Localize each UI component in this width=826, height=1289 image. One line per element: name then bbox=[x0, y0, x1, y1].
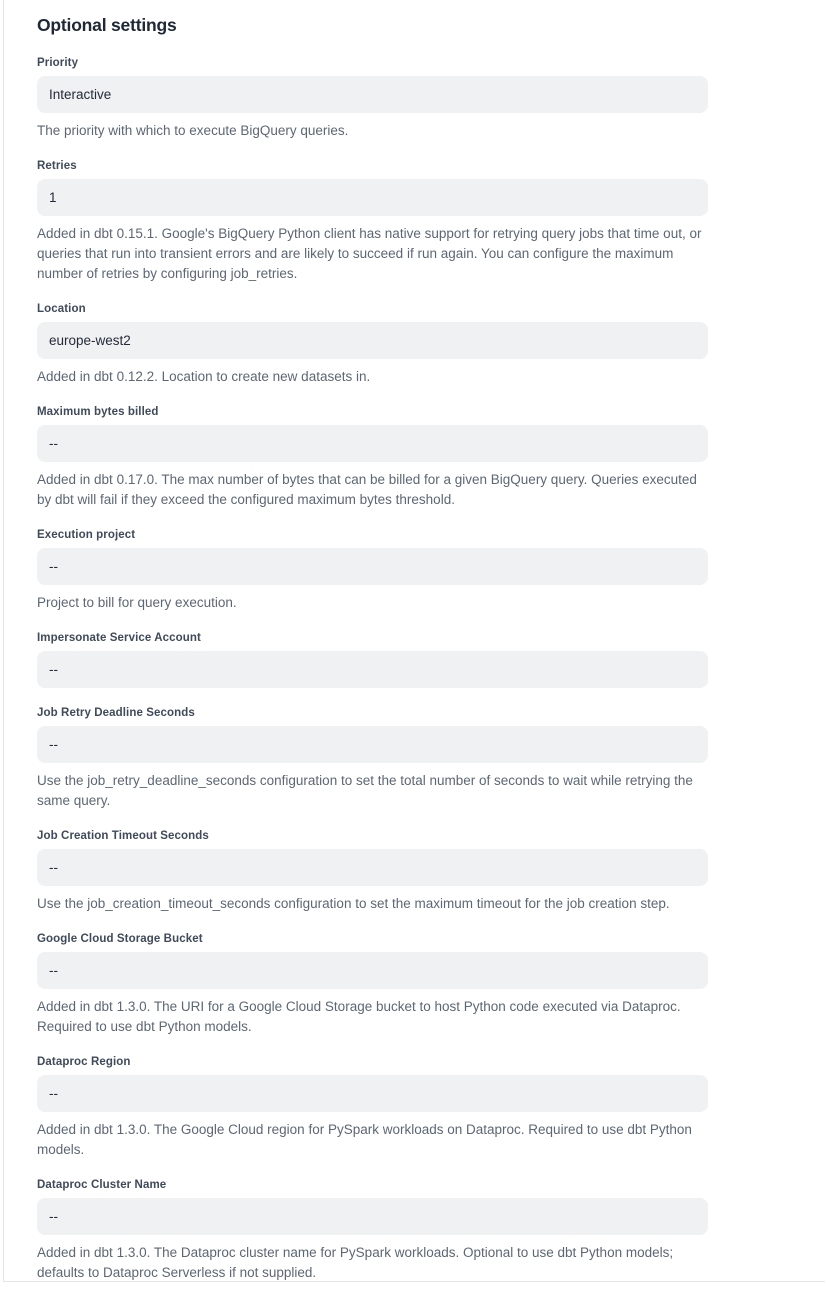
field-priority bbox=[37, 56, 825, 141]
google-cloud-storage-bucket-label: Google Cloud Storage Bucket bbox=[37, 933, 203, 945]
field-impersonate-service-account bbox=[37, 631, 825, 688]
job-creation-timeout-seconds-input[interactable] bbox=[37, 849, 708, 886]
retries-input[interactable] bbox=[37, 179, 708, 216]
dataproc-cluster-name-help-text: Added in dbt 1.3.0. The Dataproc cluster name for PySpark workloads. Optional to use dbt Python models; defaults to Dataproc Serverless if not supplied. bbox=[37, 1245, 674, 1280]
job-retry-deadline-seconds-help-text: Use the job_retry_deadline_seconds configuration to set the total number of seconds to wait while retrying the same query. bbox=[37, 773, 693, 808]
dataproc-region-input[interactable] bbox=[37, 1075, 708, 1112]
job-retry-deadline-seconds-input[interactable] bbox=[37, 726, 708, 763]
priority-help-text: The priority with which to execute BigQuery queries. bbox=[37, 123, 349, 138]
location-input[interactable] bbox=[37, 322, 708, 359]
field-job-retry-deadline-seconds bbox=[37, 706, 825, 811]
dataproc-region-label: Dataproc Region bbox=[37, 1056, 131, 1068]
job-retry-deadline-seconds-label: Job Retry Deadline Seconds bbox=[37, 707, 195, 719]
impersonate-service-account-label: Impersonate Service Account bbox=[37, 632, 201, 644]
location-help-text: Added in dbt 0.12.2. Location to create new datasets in. bbox=[37, 369, 371, 384]
maximum-bytes-billed-help-text: Added in dbt 0.17.0. The max number of bytes that can be billed for a given BigQuery query. Queries executed by dbt will fail if they exceed the configured maximum bytes threshold. bbox=[37, 472, 697, 507]
maximum-bytes-billed-input[interactable] bbox=[37, 425, 708, 462]
retries-label: Retries bbox=[37, 160, 77, 172]
google-cloud-storage-bucket-help-text: Added in dbt 1.3.0. The URI for a Google Cloud Storage bucket to host Python code executed via Dataproc. Required to use dbt Python models. bbox=[37, 999, 681, 1034]
dataproc-cluster-name-label: Dataproc Cluster Name bbox=[37, 1179, 167, 1191]
field-dataproc-cluster-name bbox=[37, 1178, 825, 1283]
field-maximum-bytes-billed bbox=[37, 405, 825, 510]
field-location bbox=[37, 302, 825, 387]
dataproc-region-help-text: Added in dbt 1.3.0. The Google Cloud region for PySpark workloads on Dataproc. Required to use dbt Python models. bbox=[37, 1122, 692, 1157]
execution-project-label: Execution project bbox=[37, 529, 136, 541]
execution-project-input[interactable] bbox=[37, 548, 708, 585]
retries-help-text: Added in dbt 0.15.1. Google's BigQuery Python client has native support for retrying query jobs that time out, or queries that run into transient errors and are likely to succeed if run again. You can configure the maximum number of retries by configuring job_retries. bbox=[37, 226, 702, 281]
google-cloud-storage-bucket-input[interactable] bbox=[37, 952, 708, 989]
priority-input[interactable] bbox=[37, 76, 708, 113]
priority-label: Priority bbox=[37, 57, 79, 69]
dataproc-cluster-name-input[interactable] bbox=[37, 1198, 708, 1235]
optional-settings-panel bbox=[3, 0, 825, 1282]
job-creation-timeout-seconds-label: Job Creation Timeout Seconds bbox=[37, 830, 209, 842]
field-execution-project bbox=[37, 528, 825, 613]
page-title: Optional settings bbox=[37, 15, 177, 35]
maximum-bytes-billed-label: Maximum bytes billed bbox=[37, 406, 159, 418]
execution-project-help-text: Project to bill for query execution. bbox=[37, 595, 237, 610]
field-job-creation-timeout-seconds bbox=[37, 829, 825, 914]
field-dataproc-region bbox=[37, 1055, 825, 1160]
field-google-cloud-storage-bucket bbox=[37, 932, 825, 1037]
field-retries bbox=[37, 159, 825, 284]
job-creation-timeout-seconds-help-text: Use the job_creation_timeout_seconds configuration to set the maximum timeout for the job creation step. bbox=[37, 896, 670, 911]
location-label: Location bbox=[37, 303, 86, 315]
impersonate-service-account-input[interactable] bbox=[37, 651, 708, 688]
